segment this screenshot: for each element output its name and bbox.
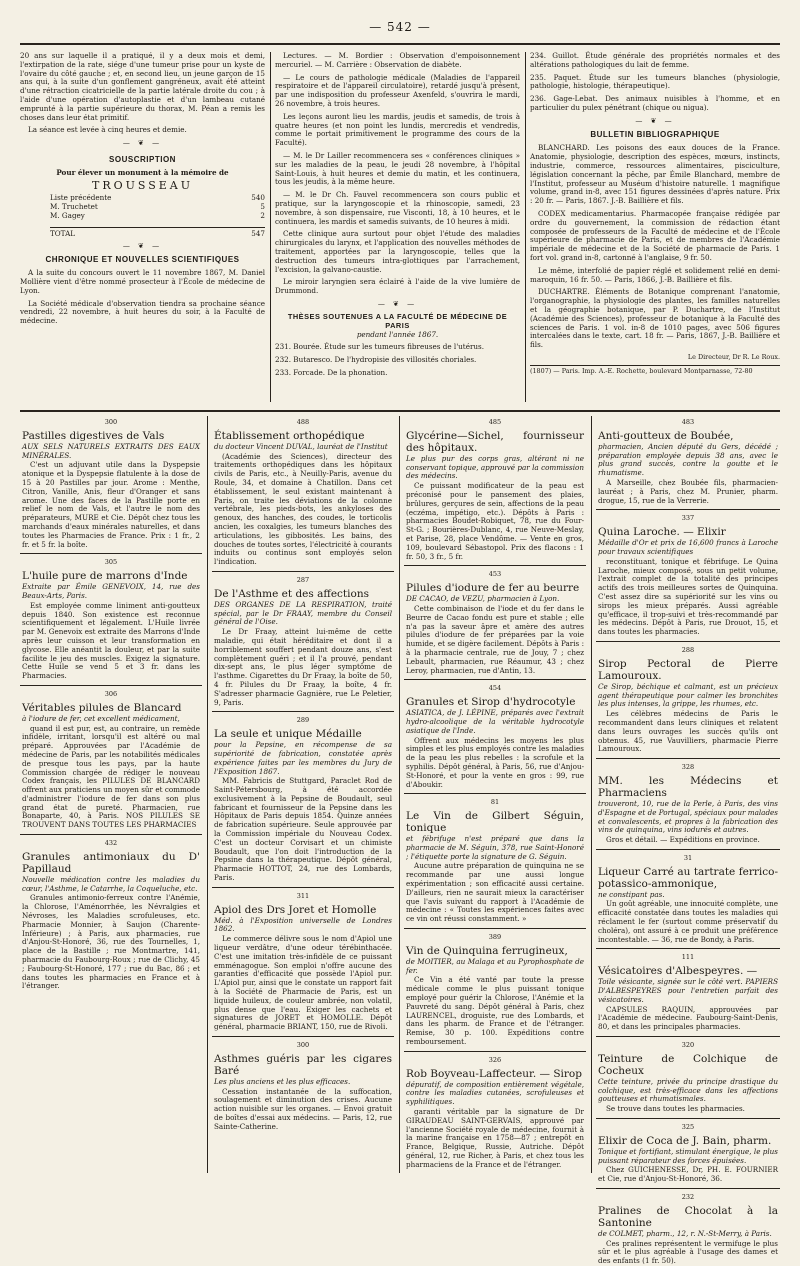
ad-number: 337 bbox=[681, 514, 695, 523]
bulletin-title: BULLETIN BIBLIOGRAPHIQUE bbox=[590, 129, 720, 139]
ad-number: 288 bbox=[681, 645, 695, 654]
advertisement bbox=[404, 679, 586, 789]
ad-title: Pilules d'iodure de fer au beurre bbox=[406, 582, 580, 595]
advertisement bbox=[404, 418, 586, 561]
total-value: 547 bbox=[251, 228, 265, 238]
ad-title: Sirop Pectoral de Pierre Lamouroux. bbox=[598, 657, 778, 682]
ad-body: Les célèbres médecins de Paris le recommandent dans leurs cliniques et relatent dans leurs ouvrages les succès qu'ils ont obtenus. 45, rue Vauvilliers, pharmacie Pierre Lamouroux. bbox=[598, 709, 778, 754]
ad-subtitle: de MOITIER, au Malaga et au Pyrophosphate de fer. bbox=[406, 956, 584, 975]
ad-number: 31 bbox=[683, 853, 693, 862]
ad-body: garanti véritable par la signature de Dr GIRAUDEAU SAINT-GERVAIS, approuvé par l'ancienne Société royale de médecine, fournit à la marine française en 1758—87 ; entrepôt en France, Belgique, Russie, Autriche. Dépôt général, 12, rue Richer, à Paris, et chez tous les pharmaciens de la France et de l'étranger. bbox=[406, 1107, 584, 1169]
ad-title: Le Vin de Gilbert Séguin, tonique bbox=[406, 810, 584, 835]
ad-title: Anti-goutteux de Boubée, bbox=[598, 429, 734, 442]
ad-subtitle: Ce Sirop, béchique et calmant, est un précieux agent thérapeutique pour calmer les bronchites les plus intenses, la grippe, les rhumes, etc. bbox=[598, 681, 778, 709]
ad-subtitle: de COLMET, pharm., 12, r. N.-St-Merry, à Paris. bbox=[598, 1228, 772, 1238]
ad-subtitle: Médaille d'Or et prix de 16,600 francs à Laroche pour travaux scientifiques bbox=[598, 538, 778, 556]
advertisement bbox=[596, 1118, 780, 1184]
subscription-row bbox=[50, 212, 265, 221]
ad-title: Rob Boyveau-Laffecteur. — Sirop bbox=[406, 1067, 582, 1080]
ad-number: 488 bbox=[296, 418, 310, 426]
ad-title: MM. les Médecins et Pharmaciens bbox=[598, 774, 778, 799]
ad-subtitle: Cette teinture, privée du principe drastique du colchique, est très-efficace dans les affections goutteuses et rhumatismales. bbox=[598, 1076, 778, 1104]
ad-number: 320 bbox=[681, 1041, 695, 1050]
ad-number: 81 bbox=[490, 798, 500, 807]
ad-subtitle: pour la Pepsine, en récompense de sa supériorité de fabrication, constatée après expérience faites par les membres du Jury de l'Exposition 1867. bbox=[214, 740, 392, 776]
paragraph: — M. le Dr Ch. Fauvel recommencera son cours public et pratique, sur la laryngoscopie et la rhinoscopie, samedi, 23 novembre, à son dispensaire, rue Visconti, 18, à 10 heures, et le continuera, les mardis et samedis suivants, de 10 heures à midi. bbox=[275, 190, 520, 226]
ad-title: Établissement orthopédique bbox=[214, 429, 365, 442]
ad-number: 111 bbox=[681, 953, 695, 962]
advertisement bbox=[596, 1036, 780, 1114]
ads-column-3 bbox=[404, 416, 586, 1173]
subscription-row-label: Liste précédente bbox=[50, 193, 112, 203]
paragraph: Cette clinique aura surtout pour objet l'étude des maladies chirurgicales du larynx, et l'application des nouvelles méthodes de traitement, apportées par la laryngoscopie, telles que la destruction des tumeurs intra-glottiques par l'arrachement, l'excision, la galvano-caustie. bbox=[275, 229, 520, 274]
ad-subtitle: pharmacien, Ancien député du Gers, décédé ; préparation employée depuis 38 ans, avec le plus grand succès, contre la goutte et le rhumatisme. bbox=[598, 441, 778, 478]
ad-body: Ce Vin a été vanté par toute la presse médicale comme le plus puissant tonique employé pour guérir la Chlorose, l'Anémie et la Pauvreté du sang. Dépôt général à Paris, chez LAURENCEL, droguiste, rue des Lombards, et dans les pharm. de France et de l'étranger. Remise, 30 p. 100. Expéditions contre remboursement. bbox=[406, 975, 584, 1047]
ad-subtitle: AUX SELS NATURELS EXTRAITS DES EAUX MINÉRALES. bbox=[22, 441, 200, 460]
paragraph: — Le cours de pathologie médicale (Maladies de l'appareil respiratoire et de l'appareil circulatoire), retardé jusqu'à présent, par une indisposition du professeur Axenfeld, s'ouvrira le mardi, 26 novembre, à trois heures. bbox=[275, 72, 520, 108]
thesis-item: 231. Bourée. Étude sur les tumeurs fibreuses de l'utérus. bbox=[275, 342, 484, 352]
paragraph: BLANCHARD. Les poisons des eaux douces de la France. Anatomie, physiologie, description des espèces, mœurs, instincts, industrie, commerce, ressources alimentaires, pisciculture, législation concernant la pêche, par Émile Blanchard, membre de l'Institut, professeur au Muséum d'histoire naturelle. 1 magnifique volume, grand in-8, avec 151 figures dessinées d'après nature. Prix : 20 fr. — Paris, 1867. J.-B. Baillière et fils. bbox=[530, 143, 780, 206]
paragraph: 20 ans sur laquelle il a pratiqué, il y a deux mois et demi, l'extirpation de la rate, siége d'une tumeur prise pour un kyste de l'ovaire du côté gauche ; et, en second lieu, un jeune garçon de 15 ans qui, à la suite d'un gonflement gangréneux, avait été atteint d'une rétraction cicatricielle de la partie latérale droite du cou ; à l'aide d'une opération d'autoplastie et d'un lambeau cutané emprunté à la partie supérieure du thorax, M. Péan a remis les choses dans leur état primitif. bbox=[20, 51, 265, 122]
ads-column-2 bbox=[212, 416, 394, 1173]
ad-number: 311 bbox=[296, 891, 310, 900]
ad-title: Liqueur Carré au tartrate ferrico-potassico-ammonique, bbox=[598, 865, 778, 890]
advertisement bbox=[596, 418, 780, 505]
printer-line: (1807) — Paris. Imp. A.-E. Rochette, boulevard Montparnasse, 72-80 bbox=[530, 365, 780, 376]
ad-subtitle: du docteur Vincent DUVAL, lauréat de l'Institut bbox=[214, 441, 388, 451]
ad-body: quand il est pur, est, au contraire, un remède infidèle, irritant, lorsqu'il est altéré ou mal préparé. Approuvées par l'Académie de médecine de Paris, par les notabilités médicales de presque tous les pays, par la haute Commission chargée de rédiger le nouveau Codex français, les PILULES DE BLANCARD offrent aux praticiens un moyen sûr et commode d'administrer l'iodure de fer dans son plus grand état de pureté. Pharmacien, rue Bonaparte, 40, à Paris. NOS PILULES SE TROUVENT DANS TOUTES LES PHARMACIES bbox=[22, 723, 200, 830]
ad-body: Granules antimonio-ferreux contre l'Anémie, la Chlorose, l'Aménorrhée, les Névralgies et Névroses, les Maladies scrofuleuses, etc. Pharmacie Monnier, à Saujon (Charente-Inférieure) ; à Paris, aux pharmacies, rue d'Anjou-St-Honoré, 36, rue des Tournelles, 1, place de la Bastille ; rue Montmartre, 141, pharmacie du Faubourg-Roux ; rue de Clichy, 45 ; Faubourg-St-Honoré, 177 ; rue du Bac, 86 ; et dans toutes les pharmacies en France et à l'étranger. bbox=[22, 893, 200, 991]
ad-subtitle: ne constipant pas. bbox=[598, 889, 665, 899]
paragraph: La séance est levée à cinq heures et demie. bbox=[28, 125, 187, 135]
advertisement bbox=[212, 1036, 394, 1132]
ad-body: Le commerce délivre sous le nom d'Apiol une liqueur verdâtre, d'une odeur térébinthacée. C'est une imitation très-infidèle de ce puissant emménagogue. Son emploi n'offre aucune des garanties d'efficacité que possède l'Apiol pur. L'Apiol pur, ainsi que le constate un rapport fait à la Société de Pharmacie de Paris, est un liquide huileux, de couleur ambrée, non volatil, plus dense que l'eau. Exiger les cachets et signatures de JORET et HOMOLLE. Dépôt général, pharmacie BRIANT, 150, rue de Rivoli. bbox=[214, 934, 392, 1032]
ad-body: Gros et détail. — Expéditions en province. bbox=[606, 835, 760, 845]
ad-subtitle: ASIATICA, de J. LÉPINE, préparés avec l'extrait hydro-alcoolique de la véritable hydrocotyle asiatique de l'Inde. bbox=[406, 708, 584, 735]
subscription-name: TROUSSEAU bbox=[91, 178, 194, 192]
top-rule bbox=[20, 43, 780, 45]
ad-body: Se trouve dans toutes les pharmacies. bbox=[606, 1104, 745, 1114]
ad-number: 326 bbox=[488, 1055, 502, 1064]
subscription-row-value: 540 bbox=[251, 193, 265, 203]
ad-body: MM. Fabricis de Stuttgard, Paraclet Rod de Saint-Pétersbourg, à été accordée exclusivement à la Pepsine de Boudault, seul fabricant et fournisseur de la Pepsine dans les Hôpitaux de Paris depuis 1854. Quinze années de fabrication supérieure. Seule approuvée par la Commission impériale du Nouveau Codex. C'est un docteur Corvisart et un chimiste Boudault, que l'on doit l'introduction de la Pepsine dans la thérapeutique. Dépôt général, Pharmacie HOTTOT, 24, rue des Lombards, Paris. bbox=[214, 776, 392, 883]
subscription-title: SOUSCRIPTION bbox=[109, 154, 176, 164]
top-column-2 bbox=[275, 52, 520, 402]
ad-title: L'huile pure de marrons d'Inde bbox=[22, 570, 188, 583]
paragraph: 236. Gage-Lebat. Des animaux nuisibles à l'homme, et en particulier du pulex pénétrant (chique ou nigua). bbox=[530, 94, 780, 112]
ad-number: 300 bbox=[104, 418, 118, 426]
paragraph: La Société médicale d'observation tiendra sa prochaine séance vendredi, 22 novembre, à huit heures du soir, à la Faculté de médecine. bbox=[20, 298, 265, 326]
ad-subtitle: Méd. à l'Exposition universelle de Londres 1862. bbox=[214, 915, 392, 934]
ads-column-4 bbox=[596, 416, 780, 1266]
ornament-divider: — ❦ — bbox=[377, 299, 418, 308]
ad-title: Vin de Quinquina ferrugineux, bbox=[406, 944, 568, 957]
ad-title: Teinture de Colchique de Cocheux bbox=[598, 1052, 778, 1077]
ad-body: Le Dr Fraay, atteint lui-même de cette maladie, qui était héréditaire et dont il a horriblement souffert pendant douze ans, s'est complètement guéri ; et il l'a prouvé, pendant dix-sept ans, le plus léger symptôme de l'asthme. Cigarettes du Dr Fraay, la boîte de 50, 4 fr. Pilules du Dr Fraay, la boîte, 4 fr. S'adresser pharmacie Gagnière, rue Le Peletier, 9, Paris. bbox=[214, 627, 392, 707]
paragraph: Le même, interfolié de papier réglé et solidement relié en demi-maroquin, 16 fr. 50. — Paris, 1866, J.-B. Baillière et fils. bbox=[530, 265, 780, 284]
ad-title: Granules et Sirop d'hydrocotyle bbox=[406, 696, 576, 709]
advertisement bbox=[404, 793, 586, 924]
column-divider bbox=[591, 416, 592, 1173]
ad-number: 325 bbox=[681, 1123, 695, 1132]
paragraph: Lectures. — M. Bordier : Observation d'empoisonnement mercuriel. — M. Carrière : Observation de diabète. bbox=[275, 51, 520, 69]
column-divider bbox=[270, 52, 271, 402]
ad-body: Est employée comme liniment anti-goutteux depuis 1840. Son existence est reconnue scientifiquement et légalement. L'Huile livrée par M. Genevoix est extraite des Marrons d'Inde après leur cuisson et leur transformation en glycose. Elle anéantit la douleur, et par la suite facilite le jeu des muscles. Exigez la signature. Cette Huile se vend 5 et 3 fr. dans les Pharmacies. bbox=[22, 600, 200, 681]
ad-body: Chez GUICHENESSE, Dr, PH. E. FOURNIER et Cie, rue d'Anjou-St-Honoré, 36. bbox=[598, 1165, 778, 1184]
ad-title: Vésicatoires d'Albespeyres. — bbox=[598, 965, 758, 978]
top-column-3 bbox=[530, 52, 780, 402]
ad-title: La seule et unique Médaille bbox=[214, 728, 362, 741]
ad-body: C'est un adjuvant utile dans la Dyspepsie atonique et la Dyspepsie flatulente à la dose de 15 à 20 Pastilles par jour. Arome : Menthe, Citron, Vanille, Anis, fleur d'Oranger et sans arome. Une des faces de la Pastille porte en relief le nom de Vals, et l'autre le nom des préparateurs, MURE et Cie. Dépôt chez tous les marchands d'eaux minérales naturelles, et dans toutes les Pharmacies de France. Prix : 1 fr., 2 fr. et 5 fr. la boîte. bbox=[22, 460, 200, 549]
advertisement bbox=[404, 1051, 586, 1170]
ad-number: 485 bbox=[488, 418, 502, 426]
ad-number: 232 bbox=[681, 1193, 695, 1202]
ad-number: 432 bbox=[104, 839, 118, 848]
ad-body: Un goût agréable, une innocuité complète, une efficacité constatée dans toutes les maladies qui réclament le fer (surtout comme préservatif du choléra), ont assuré à ce produit une préférence incontestable. — 36, rue de Bondy, à Paris. bbox=[598, 899, 778, 944]
column-divider bbox=[399, 416, 400, 1173]
ad-body: Aucune autre préparation de quinquina ne se recommande par une aussi longue expérimentation ; son efficacité aussi certaine. D'ailleurs, rien ne saurait mieux la caractériser que l'avis suivant du rapport à l'Académie de médecine : « Toutes les expériences faites avec ce vin ont réussi constamment. » bbox=[406, 861, 584, 924]
ad-title: Asthmes guéris par les cigares Baré bbox=[214, 1052, 392, 1077]
subscription-line: Pour élever un monument à la mémoire de bbox=[56, 167, 229, 177]
subscription-row-label: M. Gagey bbox=[50, 210, 85, 220]
paragraph: 235. Paquet. Étude sur les tumeurs blanches (physiologie, pathologie, histologie, thérapeutique). bbox=[530, 72, 780, 91]
ad-body: A Marseille, chez Boubée fils, pharmacien-lauréat ; à Paris, chez M. Prunier, pharm. drogue, 15, rue de la Verrerie. bbox=[598, 477, 778, 505]
advertisement bbox=[20, 834, 202, 991]
theses-list bbox=[275, 343, 520, 377]
ad-subtitle: Les plus anciens et les plus efficaces. bbox=[214, 1076, 351, 1086]
ad-title: Véritables pilules de Blancard bbox=[22, 701, 182, 714]
paragraph: — M. le Dr Lailler recommencera ses « conférences cliniques » sur les maladies de la peau, le jeudi 28 novembre, à l'hôpital Saint-Louis, à huit heures et demie du matin, et les continuera, tous les jeudis, à la même heure. bbox=[275, 150, 520, 187]
subscription-total bbox=[50, 227, 265, 239]
advertisement bbox=[596, 948, 780, 1032]
ornament-divider: — ❦ — bbox=[122, 139, 163, 148]
advertisement bbox=[20, 418, 202, 549]
ad-title: Apiol des Drs Joret et Homolle bbox=[214, 903, 377, 916]
advertisement bbox=[596, 509, 780, 637]
advertisement bbox=[596, 849, 780, 945]
thesis-item: 233. Forcade. De la phonation. bbox=[275, 367, 388, 377]
ad-number: 305 bbox=[104, 558, 118, 567]
paragraph: Le miroir laryngien sera éclairé à l'aide de la vive lumière de Drummond. bbox=[275, 277, 520, 296]
ad-title: Elixir de Coca de J. Bain, pharm. bbox=[598, 1134, 772, 1147]
advertisement bbox=[212, 418, 394, 567]
advertisement bbox=[596, 758, 780, 845]
ad-number: 453 bbox=[488, 570, 502, 579]
ad-body: Cessation instantanée de la suffocation, soulagement et diminution des crises. Aucune action nuisible sur les organes. — Envoi gratuit de boîtes d'essai aux médecins. — Paris, 12, rue Sainte-Catherine. bbox=[214, 1086, 392, 1131]
advertisement bbox=[404, 565, 586, 675]
ad-subtitle: dépuratif, de composition entièrement végétale, contre les maladies cutanées, scrofuleuses et syphilitiques. bbox=[406, 1079, 584, 1107]
column-divider bbox=[525, 52, 526, 402]
top-column-1 bbox=[20, 52, 265, 402]
paragraph: A la suite du concours ouvert le 11 novembre 1867, M. Daniel Mollière vient d'être nommé prosecteur à l'École de médecine de Lyon. bbox=[20, 268, 265, 295]
ad-subtitle: à l'iodure de fer, cet excellent médicament, bbox=[22, 713, 180, 723]
ad-body: CAPSULES RAQUIN, approuvées par l'Académie de médecine. Faubourg-Saint-Denis, 80, et dans les principales pharmacies. bbox=[598, 1004, 778, 1032]
ad-number: 483 bbox=[681, 418, 695, 426]
ad-body: Ces pralines représentent le vermifuge le plus sûr et le plus agréable à l'usage des dames et des enfants (1 fr. 50). bbox=[598, 1238, 778, 1266]
ad-subtitle: trouveront, 10, rue de la Perle, à Paris, des vins d'Espagne et de Portugal, spéciaux pour malades et convalescents, et propres à la fabrication des vins de quinquina, vins iodurés et autres. bbox=[598, 798, 778, 835]
theses-subtitle: pendant l'année 1867. bbox=[356, 330, 439, 340]
chronique-title: CHRONIQUE ET NOUVELLES SCIENTIFIQUES bbox=[45, 255, 240, 265]
ad-title: Pralines de Chocolat à la Santonine bbox=[598, 1204, 778, 1229]
ad-title: Quina Laroche. — Elixir bbox=[598, 526, 726, 539]
subscription-row-value: 5 bbox=[260, 202, 265, 212]
ad-subtitle: Extraite par Émile GENEVOIX, 14, rue des Beaux-Arts, Paris. bbox=[22, 582, 200, 600]
advertisement bbox=[404, 928, 586, 1047]
ad-subtitle: Nouvelle médication contre les maladies du cœur, l'Asthme, le Catarrhe, la Coqueluche, etc. bbox=[22, 874, 200, 893]
ad-subtitle: Toile vésicante, signée sur le côté vert. PAPIERS D'ALBESPEYRES pour l'entretien parfait des vésicatoires. bbox=[598, 977, 778, 1004]
ad-subtitle: DE CACAO, de VEZU, pharmacien à Lyon. bbox=[406, 594, 560, 604]
paragraph: CODEX medicamentarius. Pharmacopée française rédigée par ordre du gouvernement, la commission de rédaction étant composée de professeurs de la Faculté de médecine et de l'École supérieure de pharmacie de Paris, et de membres de l'Académie impériale de médecine et de la Société de pharmacie de Paris. 1 fort vol. grand in-8, cartonné à l'anglaise, 9 fr. 50. bbox=[530, 208, 780, 262]
thesis-item: 232. Butaresco. De l'hydropisie des villosités choriales. bbox=[275, 354, 477, 364]
ad-title: Glycérine—Sichel, fournisseur des hôpitaux. bbox=[406, 429, 584, 454]
subscription-row-label: M. Truchetet bbox=[50, 202, 98, 212]
ad-number: 454 bbox=[488, 684, 502, 693]
paragraph: 234. Guillot. Étude générale des propriétés normales et des altérations pathologiques du lait de femme. bbox=[530, 51, 780, 69]
ad-title: Granules antimoniaux du D' Papillaud bbox=[22, 850, 200, 875]
advertisement bbox=[20, 685, 202, 830]
advertisement bbox=[20, 553, 202, 681]
total-label: TOTAL bbox=[50, 228, 76, 238]
ad-body: Offrent aux médecins les moyens les plus simples et les plus employés contre les maladies de la peau les plus rebelles : la scrofule et la syphilis. Dépôt général, à Paris, 56, rue d'Anjou-St-Honoré, et pour la vente en gros : 99, rue d'Aboukir. bbox=[406, 735, 584, 789]
ad-number: 287 bbox=[296, 575, 310, 584]
ad-body: Cette combinaison de l'iode et du fer dans le Beurre de Cacao fondu est pure et stable ; elle n'a pas la saveur âpre et amère des autres pilules d'iodure de fer préparées par la voie humide, et se digère facilement. Dépôts à Paris : à la pharmacie centrale, rue de Jouy, 7 ; chez Lebault, pharmacien, rue Réaumur, 43 ; chez Leroy, pharmacien, rue d'Antin, 13. bbox=[406, 603, 584, 675]
subscription-row-value: 2 bbox=[260, 210, 265, 220]
column-divider bbox=[207, 416, 208, 1173]
ad-number: 300 bbox=[296, 1041, 310, 1050]
ad-number: 306 bbox=[104, 689, 118, 698]
ad-subtitle: DES ORGANES DE LA RESPIRATION, traité spécial, par le Dr FRAAY, membre du Conseil général de l'Oise. bbox=[214, 599, 392, 627]
section-rule bbox=[20, 410, 780, 412]
gerant-signature: Le Directeur, Dr R. Le Roux. bbox=[687, 352, 780, 361]
ad-number: 328 bbox=[681, 763, 695, 772]
ad-number: 289 bbox=[296, 716, 310, 725]
ornament-divider: — ❦ — bbox=[122, 241, 163, 250]
ad-subtitle: Tonique et fortifiant, stimulant énergique, le plus puissant réparateur des forces épuisées. bbox=[598, 1146, 778, 1165]
advertisement bbox=[212, 711, 394, 883]
ad-subtitle: et fébrifuge n'est préparé que dans la pharmacie de M. Séguin, 378, rue Saint-Honoré ; l'étiquette porte la signature de G. Séguin. bbox=[406, 834, 584, 861]
ads-column-1 bbox=[20, 416, 202, 1173]
ad-number: 389 bbox=[488, 933, 502, 942]
ad-body: (Académie des Sciences), directeur des traitements orthopédiques dans les hôpitaux civils de Paris, etc., à Neuilly-Paris, avenue du Roule, 34, et domaine à Chatillon. Dans cet établissement, le seul existant maintenant à Paris, on traite les déviations de la colonne vertébrale, les pieds-bots, les ankyloses des genoux, des hanches, des coudes, le torticolis ancien, les coxalgies, les tumeurs blanches des articulations, les gibbosités. Les bains, des douches de toutes sortes, l'électricité à courants induits ou continus sont employés selon l'indication. bbox=[214, 451, 392, 567]
advertisement bbox=[212, 571, 394, 707]
page-number: — 542 — bbox=[369, 20, 431, 34]
advertisement bbox=[212, 887, 394, 1032]
ornament-divider: — ❦ — bbox=[635, 116, 675, 125]
ad-title: Pastilles digestives de Vals bbox=[22, 429, 165, 442]
ad-body: reconstituant, tonique et fébrifuge. Le Quina Laroche, mieux composé, sous un petit volume, l'extrait complet de la totalité des principes actifs des trois meilleures sortes de Quinquina. C'est assez dire sa supériorité sur les vins ou sirops les mieux préparés. Aussi agréable qu'efficace, il trop-suivi et très-recommandé par les médecins. Dépôt à Paris, rue Drouot, 15, et dans toutes les pharmacies. bbox=[598, 556, 778, 637]
subscription-list bbox=[20, 194, 265, 220]
paragraph: Les leçons auront lieu les mardis, jeudis et samedis, de trois à quatre heures (et non point les lundis, mercredis et vendredis, comme le portait primitivement le programme des cours de la Faculté). bbox=[275, 111, 520, 148]
advertisement bbox=[596, 641, 780, 754]
theses-title: THÈSES SOUTENUES A LA FACULTÉ DE MÉDECINE DE PARIS bbox=[287, 311, 508, 330]
ad-body: Ce puissant modificateur de la peau est préconisé pour le pansement des plaies, brûlures, gerçures de sein, affections de la peau (eczéma, impétigo, etc.). Dépôts à Paris : pharmacies Boudet-Robiquet, 78, rue du Four-St-G. ; Bourières-Dublanc, 4, rue Neuve-Meslay, et Parise, 28, place Vendôme. — Vente en gros, 109, boulevard Sébastopol. Prix des flacons : 1 fr. 50, 3 fr., 5 fr. bbox=[406, 481, 584, 561]
ad-subtitle: Le plus pur des corps gras, altérant ni ne conservant topique, approuvé par la commission des médecins. bbox=[406, 453, 584, 481]
ad-title: De l'Asthme et des affections bbox=[214, 587, 369, 600]
paragraph: DUCHARTRE. Éléments de Botanique comprenant l'anatomie, l'organographie, la physiologie des plantes, les familles naturelles et la géographie botanique, par P. Duchartre, de l'Institut (Académie des Sciences), professeur de botanique à la Faculté des sciences de Paris. 1 vol. in-8 de 1010 pages, avec 506 figures intercalées dans le texte, cart. 18 fr. — Paris, 1867, J.-B. Baillière et fils. bbox=[530, 287, 780, 350]
advertisement bbox=[596, 1188, 780, 1266]
